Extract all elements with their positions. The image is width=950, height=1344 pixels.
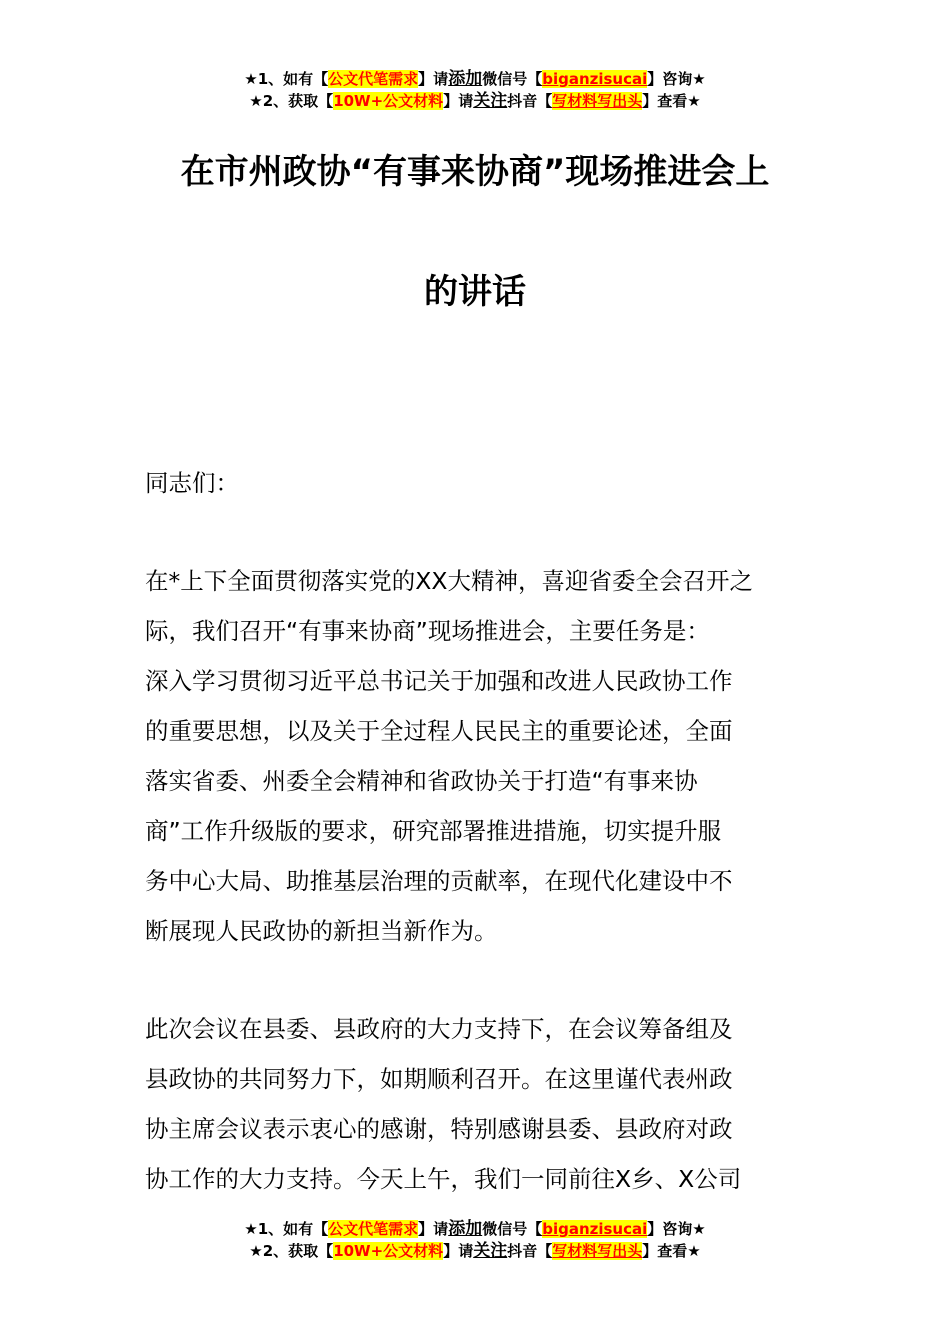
salutation-text: 同志们： xyxy=(145,469,239,497)
paragraph-line: 的重要思想，以及关于全过程人民民主的重要论述，全面 xyxy=(145,717,733,745)
paragraph-line: 断展现人民政协的新担当新作为。 xyxy=(145,917,498,945)
douyin-account[interactable]: 写材料写出头 xyxy=(552,1242,643,1260)
emphasis-add: 添加 xyxy=(448,1219,483,1239)
footer-banner xyxy=(0,1218,950,1262)
salutation xyxy=(145,458,810,508)
banner-text: ★1、如有【 xyxy=(244,70,329,88)
banner-line-2 xyxy=(0,1240,950,1262)
banner-line-1 xyxy=(0,68,950,90)
paragraph-line: 深入学习贯彻习近平总书记关于加强和改进人民政协工作 xyxy=(145,667,733,695)
wechat-id[interactable]: biganzisucai xyxy=(542,70,648,88)
emphasis-follow: 关注 xyxy=(473,1241,508,1261)
banner-text: 】请 xyxy=(418,70,449,88)
paragraph-line: 在*上下全面贯彻落实党的XX大精神，喜迎省委全会召开之 xyxy=(145,567,753,595)
banner-text: 】咨询★ xyxy=(647,1220,706,1238)
banner-text: 】查看★ xyxy=(642,92,701,110)
paragraph-line: 县政协的共同努力下，如期顺利召开。在这里谨代表州政 xyxy=(145,1065,733,1093)
paragraph-1 xyxy=(145,556,810,956)
banner-text: 】查看★ xyxy=(642,1242,701,1260)
banner-line-1 xyxy=(0,1218,950,1240)
highlight-materials: 10W+公文材料 xyxy=(333,1242,444,1260)
paragraph-line: 务中心大局、助推基层治理的贡献率，在现代化建设中不 xyxy=(145,867,733,895)
banner-text: ★2、获取【 xyxy=(249,92,334,110)
banner-text: 】咨询★ xyxy=(647,70,706,88)
highlight-service: 公文代笔需求 xyxy=(328,1220,419,1238)
banner-text: ★1、如有【 xyxy=(244,1220,329,1238)
document-title-line-1: 在市州政协“有事来协商”现场推进会上 xyxy=(180,152,770,192)
paragraph-2 xyxy=(145,1004,810,1204)
banner-text: 微信号【 xyxy=(482,70,543,88)
emphasis-follow: 关注 xyxy=(473,91,508,111)
banner-text: 微信号【 xyxy=(482,1220,543,1238)
header-banner xyxy=(0,68,950,112)
paragraph-line: 落实省委、州委全会精神和省政协关于打造“有事来协 xyxy=(145,767,698,795)
paragraph-line: 此次会议在县委、县政府的大力支持下，在会议筹备组及 xyxy=(145,1015,733,1043)
paragraph-line: 协主席会议表示衷心的感谢，特别感谢县委、县政府对政 xyxy=(145,1115,733,1143)
banner-text: 】请 xyxy=(443,1242,474,1260)
emphasis-add: 添加 xyxy=(448,69,483,89)
document-title-line-2: 的讲话 xyxy=(424,272,526,312)
paragraph-line: 际，我们召开“有事来协商”现场推进会，主要任务是： xyxy=(145,617,710,645)
highlight-materials: 10W+公文材料 xyxy=(333,92,444,110)
banner-text: ★2、获取【 xyxy=(249,1242,334,1260)
banner-text: 】请 xyxy=(418,1220,449,1238)
wechat-id[interactable]: biganzisucai xyxy=(542,1220,648,1238)
paragraph-line: 商”工作升级版的要求，研究部署推进措施，切实提升服 xyxy=(145,817,722,845)
douyin-account[interactable]: 写材料写出头 xyxy=(552,92,643,110)
highlight-service: 公文代笔需求 xyxy=(328,70,419,88)
paragraph-line: 协工作的大力支持。今天上午，我们一同前往X乡、X公司 xyxy=(145,1165,742,1193)
banner-line-2 xyxy=(0,90,950,112)
banner-text: 】请 xyxy=(443,92,474,110)
banner-text: 抖音【 xyxy=(507,1242,553,1260)
banner-text: 抖音【 xyxy=(507,92,553,110)
